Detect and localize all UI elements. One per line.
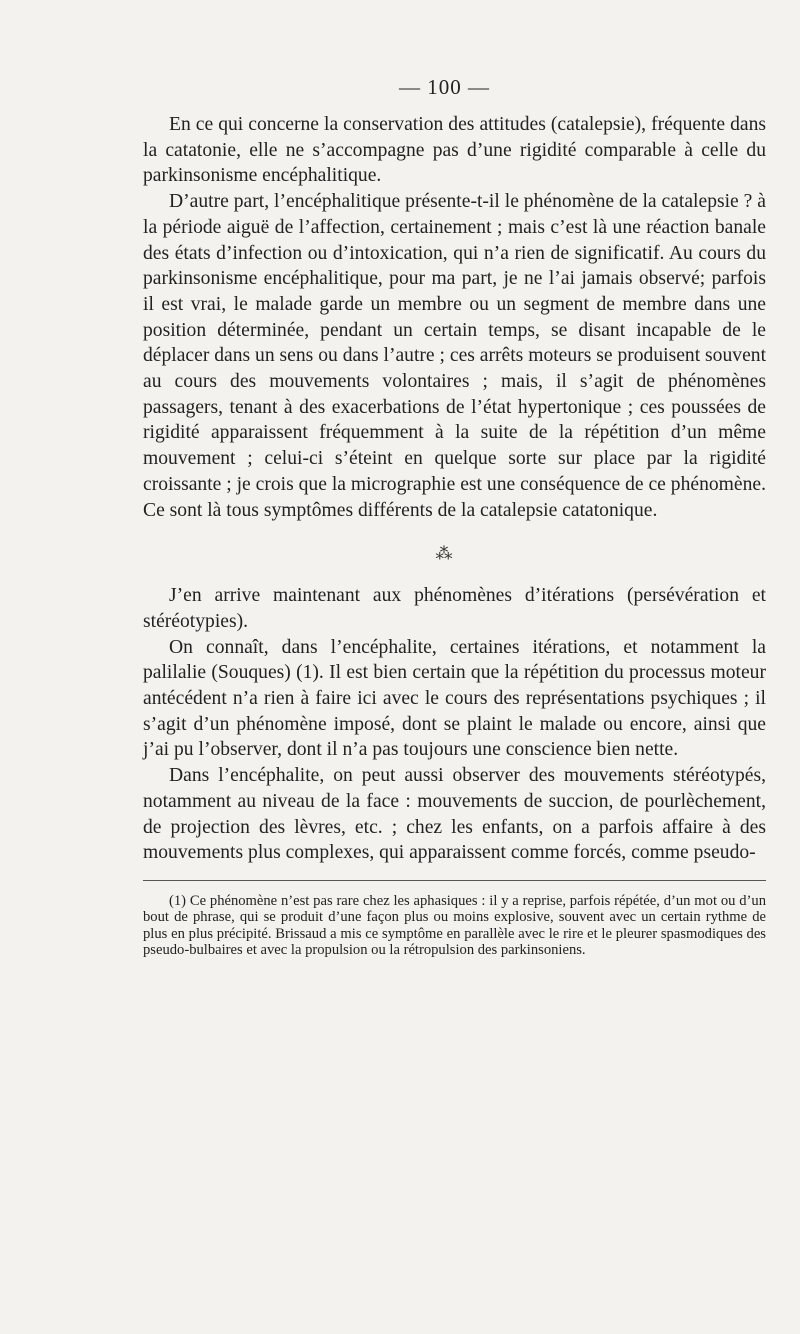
page [143, 70, 766, 959]
page-number: — 100 — [399, 75, 490, 99]
paragraph-iterations-intro: J’en arrive maintenant aux phénomènes d’itérations (persévération et stéréotypies). [143, 585, 766, 632]
footnote-rule [143, 880, 766, 881]
paragraph-catalepsy-intro: En ce qui concerne la conservation des attitudes (catalepsie), fréquente dans la catatonie, elle ne s’accompagne pas d’une rigidité comparable à celle du parkinsonisme encéphalitique. [143, 114, 766, 187]
paragraph-stereotypies: Dans l’encéphalite, on peut aussi observer des mouvements stéréotypés, notamment au niveau de la face : mouvements de succion, de pourlèchement, de projection des lèvres, etc. ; chez les enfants, on a parfois affaire à des mouvements plus complexes, qui apparaissent comme forcés, comme pseudo- [143, 765, 766, 864]
footnote [143, 893, 766, 959]
paragraph-catalepsy-encephalitic: D’autre part, l’encéphalitique présente-t-il le phénomène de la catalepsie ? à la période aiguë de l’affection, certainement ; mais c’est là une réaction banale des états d’infection ou d’intoxication, qui n’a rien de significatif. Au cours du parkinsonisme encéphalitique, pour ma part, je ne l’ai jamais observé; parfois il est vrai, le malade garde un membre ou un segment de membre dans une position déterminée, pendant un certain temps, se disant incapable de le déplacer dans un sens ou dans l’autre ; ces arrêts moteurs se produisent souvent au cours des mouvements volontaires ; mais, il s’agit de phénomènes passagers, tenant à des exacerbations de l’état hypertonique ; ces poussées de rigidité apparaissent fréquemment à la suite de la répétition d’un même mouvement ; celui-ci s’éteint en quelque sorte sur place par la rigidité croissante ; je crois que la micrographie est une conséquence de ce phénomène. Ce sont là tous symptômes différents de la catalepsie catatonique. [143, 191, 767, 521]
footnote-text: Ce phénomène n’est pas rare chez les aphasiques : il y a reprise, parfois répétée, d’un mot ou d’un bout de phrase, qui se produit d’une façon plus ou moins explosive, souvent avec un certain rythme de plus en plus précipité. Brissaud a mis ce symptôme en parallèle avec le rire et le pleurer spasmodiques des pseudo-bulbaires et avec la propulsion ou la rétropulsion des parkinsoniens. [143, 892, 766, 959]
footnote-marker: (1) [169, 892, 187, 909]
asterism-icon: ⁂ [435, 544, 450, 564]
asterism-separator [143, 527, 766, 581]
paragraph-palilalie: On connaît, dans l’encéphalite, certaines itérations, et notamment la palilalie (Souques) (1). Il est bien certain que la répétition du processus moteur antécédent n’a rien à faire ici avec le cours des représentations psychiques ; il s’agit d’un phénomène imposé, dont se plaint le malade ou encore, ainsi que j’ai pu l’observer, dont il n’a pas toujours une conscience bien nette. [143, 636, 766, 761]
